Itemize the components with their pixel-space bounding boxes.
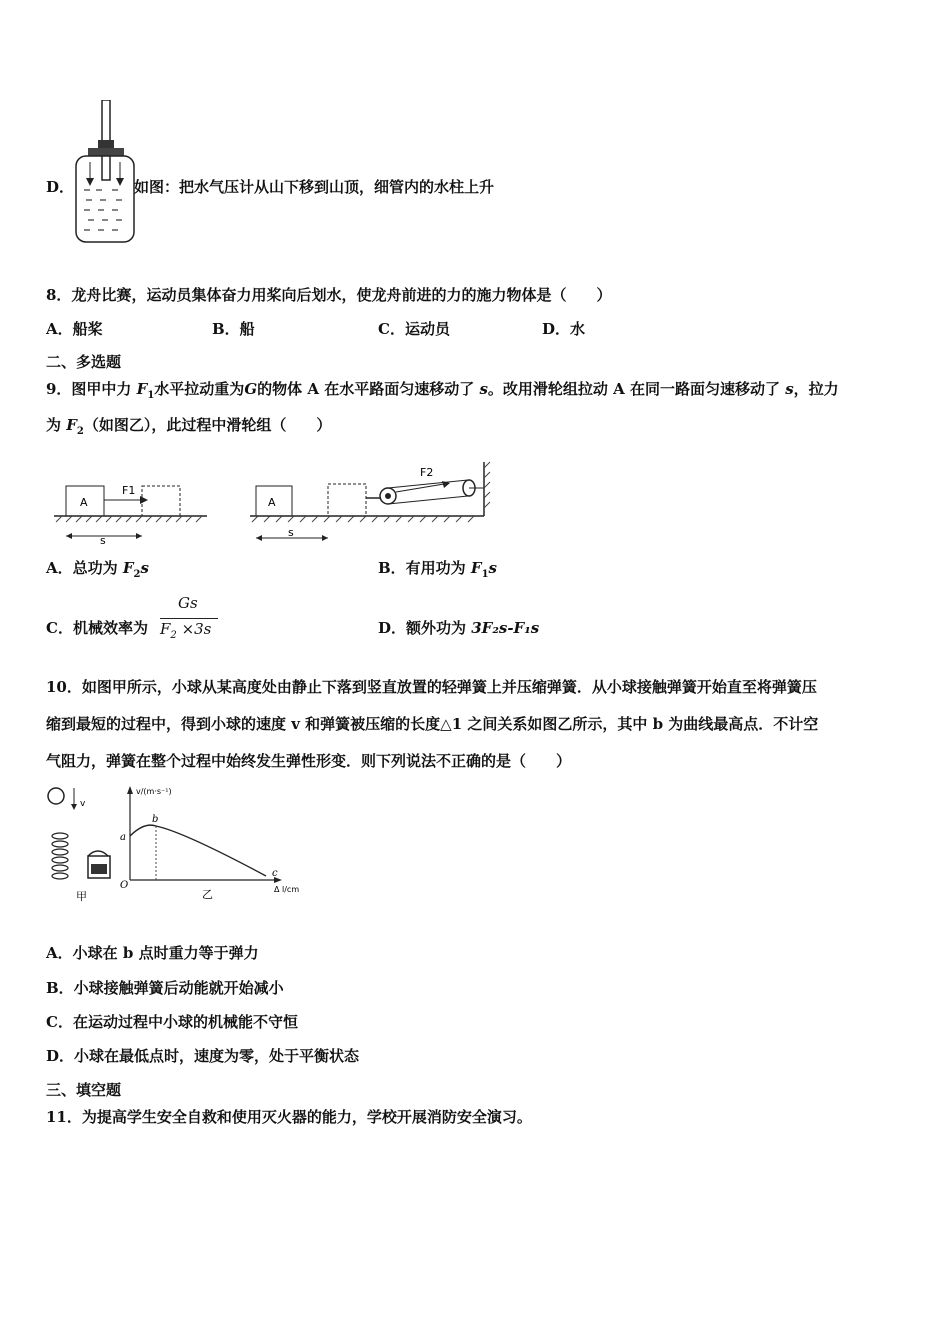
q9-option-a: A．总功为 $F_2s$: [46, 559, 149, 580]
q10-option-c: C．在运动过程中小球的机械能不守恒: [46, 1013, 298, 1031]
q10-option-d: D．小球在最低点时，速度为零，处于平衡状态: [46, 1047, 360, 1065]
q10-fig-a-label: a: [120, 832, 126, 843]
q9-figure-yi: [248, 458, 492, 548]
q9-fig-a-label: A: [80, 496, 88, 509]
q10-fig-jia-label: 甲: [76, 890, 87, 903]
q10-fig-o-label: O: [120, 880, 129, 891]
q9-option-c: C．机械效率为: [46, 619, 148, 637]
barometer-figure: [72, 100, 138, 246]
q8-option-d: D．水: [542, 320, 586, 338]
fraction-bar: [160, 618, 218, 619]
q9-fig-a2-label: A: [268, 496, 276, 509]
q7-option-d-text: 如图：把水气压计从山下移到山顶，细管内的水柱上升: [134, 178, 495, 196]
q10-stem-line2: 缩到最短的过程中，得到小球的速度 v 和弹簧被压缩的长度△1 之间关系如图乙所示，其中 b 为曲线最高点．不计空: [46, 715, 819, 733]
q9-fig-f2-label: F2: [420, 466, 434, 479]
q10-fig-yi-label: 乙: [202, 888, 213, 901]
q9-option-d: D．额外功为 3F₂s-F₁s: [378, 619, 540, 637]
q8-stem: 8．龙舟比赛，运动员集体奋力用桨向后划水，使龙舟前进的力的施力物体是（ ）: [46, 286, 612, 304]
q10-fig-xlabel: Δ l/cm: [274, 885, 300, 894]
section-heading-multi-choice: 二、多选题: [46, 353, 122, 371]
q9-stem-line1: 9．图甲中力 $F_1$水平拉动重为G的物体 A 在水平路面匀速移动了 s。改用滑轮组拉动 A 在同一路面匀速移动了 s，拉力: [46, 380, 839, 401]
fraction-denominator: $F_2 \times 3s$: [160, 620, 212, 641]
q10-fig-v-label: v: [80, 799, 86, 809]
q10-fig-c-label: c: [272, 868, 278, 879]
q8-option-c: C．运动员: [378, 320, 450, 338]
q9-option-c-fraction: [160, 594, 222, 640]
q10-stem-line3: 气阻力，弹簧在整个过程中始终发生弹性形变．则下列说法不正确的是（ ）: [46, 752, 572, 770]
q9-stem-line2: 为 $F_2$（如图乙），此过程中滑轮组（ ）: [46, 416, 332, 437]
q9-fig-f1-label: F1: [122, 484, 136, 497]
q11-stem: 11．为提高学生安全自救和使用灭火器的能力，学校开展消防安全演习。: [46, 1108, 532, 1126]
q8-option-a: A．船桨: [46, 320, 103, 338]
q9-fig-s2-label: s: [288, 526, 294, 539]
q10-figure: [44, 784, 314, 906]
q10-option-a: A．小球在 b 点时重力等于弹力: [46, 944, 259, 962]
q9-figure-jia: [52, 478, 212, 548]
q10-option-b: B．小球接触弹簧后动能就开始减小: [46, 979, 284, 997]
q9-option-b: B．有用功为 $F_1s$: [378, 559, 497, 580]
section-heading-fill-blank: 三、填空题: [46, 1081, 122, 1099]
q10-fig-b-label: b: [152, 814, 159, 825]
q10-fig-ylabel: v/(m·s⁻¹): [136, 787, 172, 796]
q9-fig-s-label: s: [100, 534, 106, 547]
q10-stem-line1: 10．如图甲所示，小球从某高度处由静止下落到竖直放置的轻弹簧上并压缩弹簧．从小球接触弹簧开始直至将弹簧压: [46, 678, 817, 696]
fraction-numerator: Gs: [178, 594, 198, 612]
q7-option-d-label: D．: [46, 178, 75, 196]
q8-option-b: B．船: [212, 320, 255, 338]
